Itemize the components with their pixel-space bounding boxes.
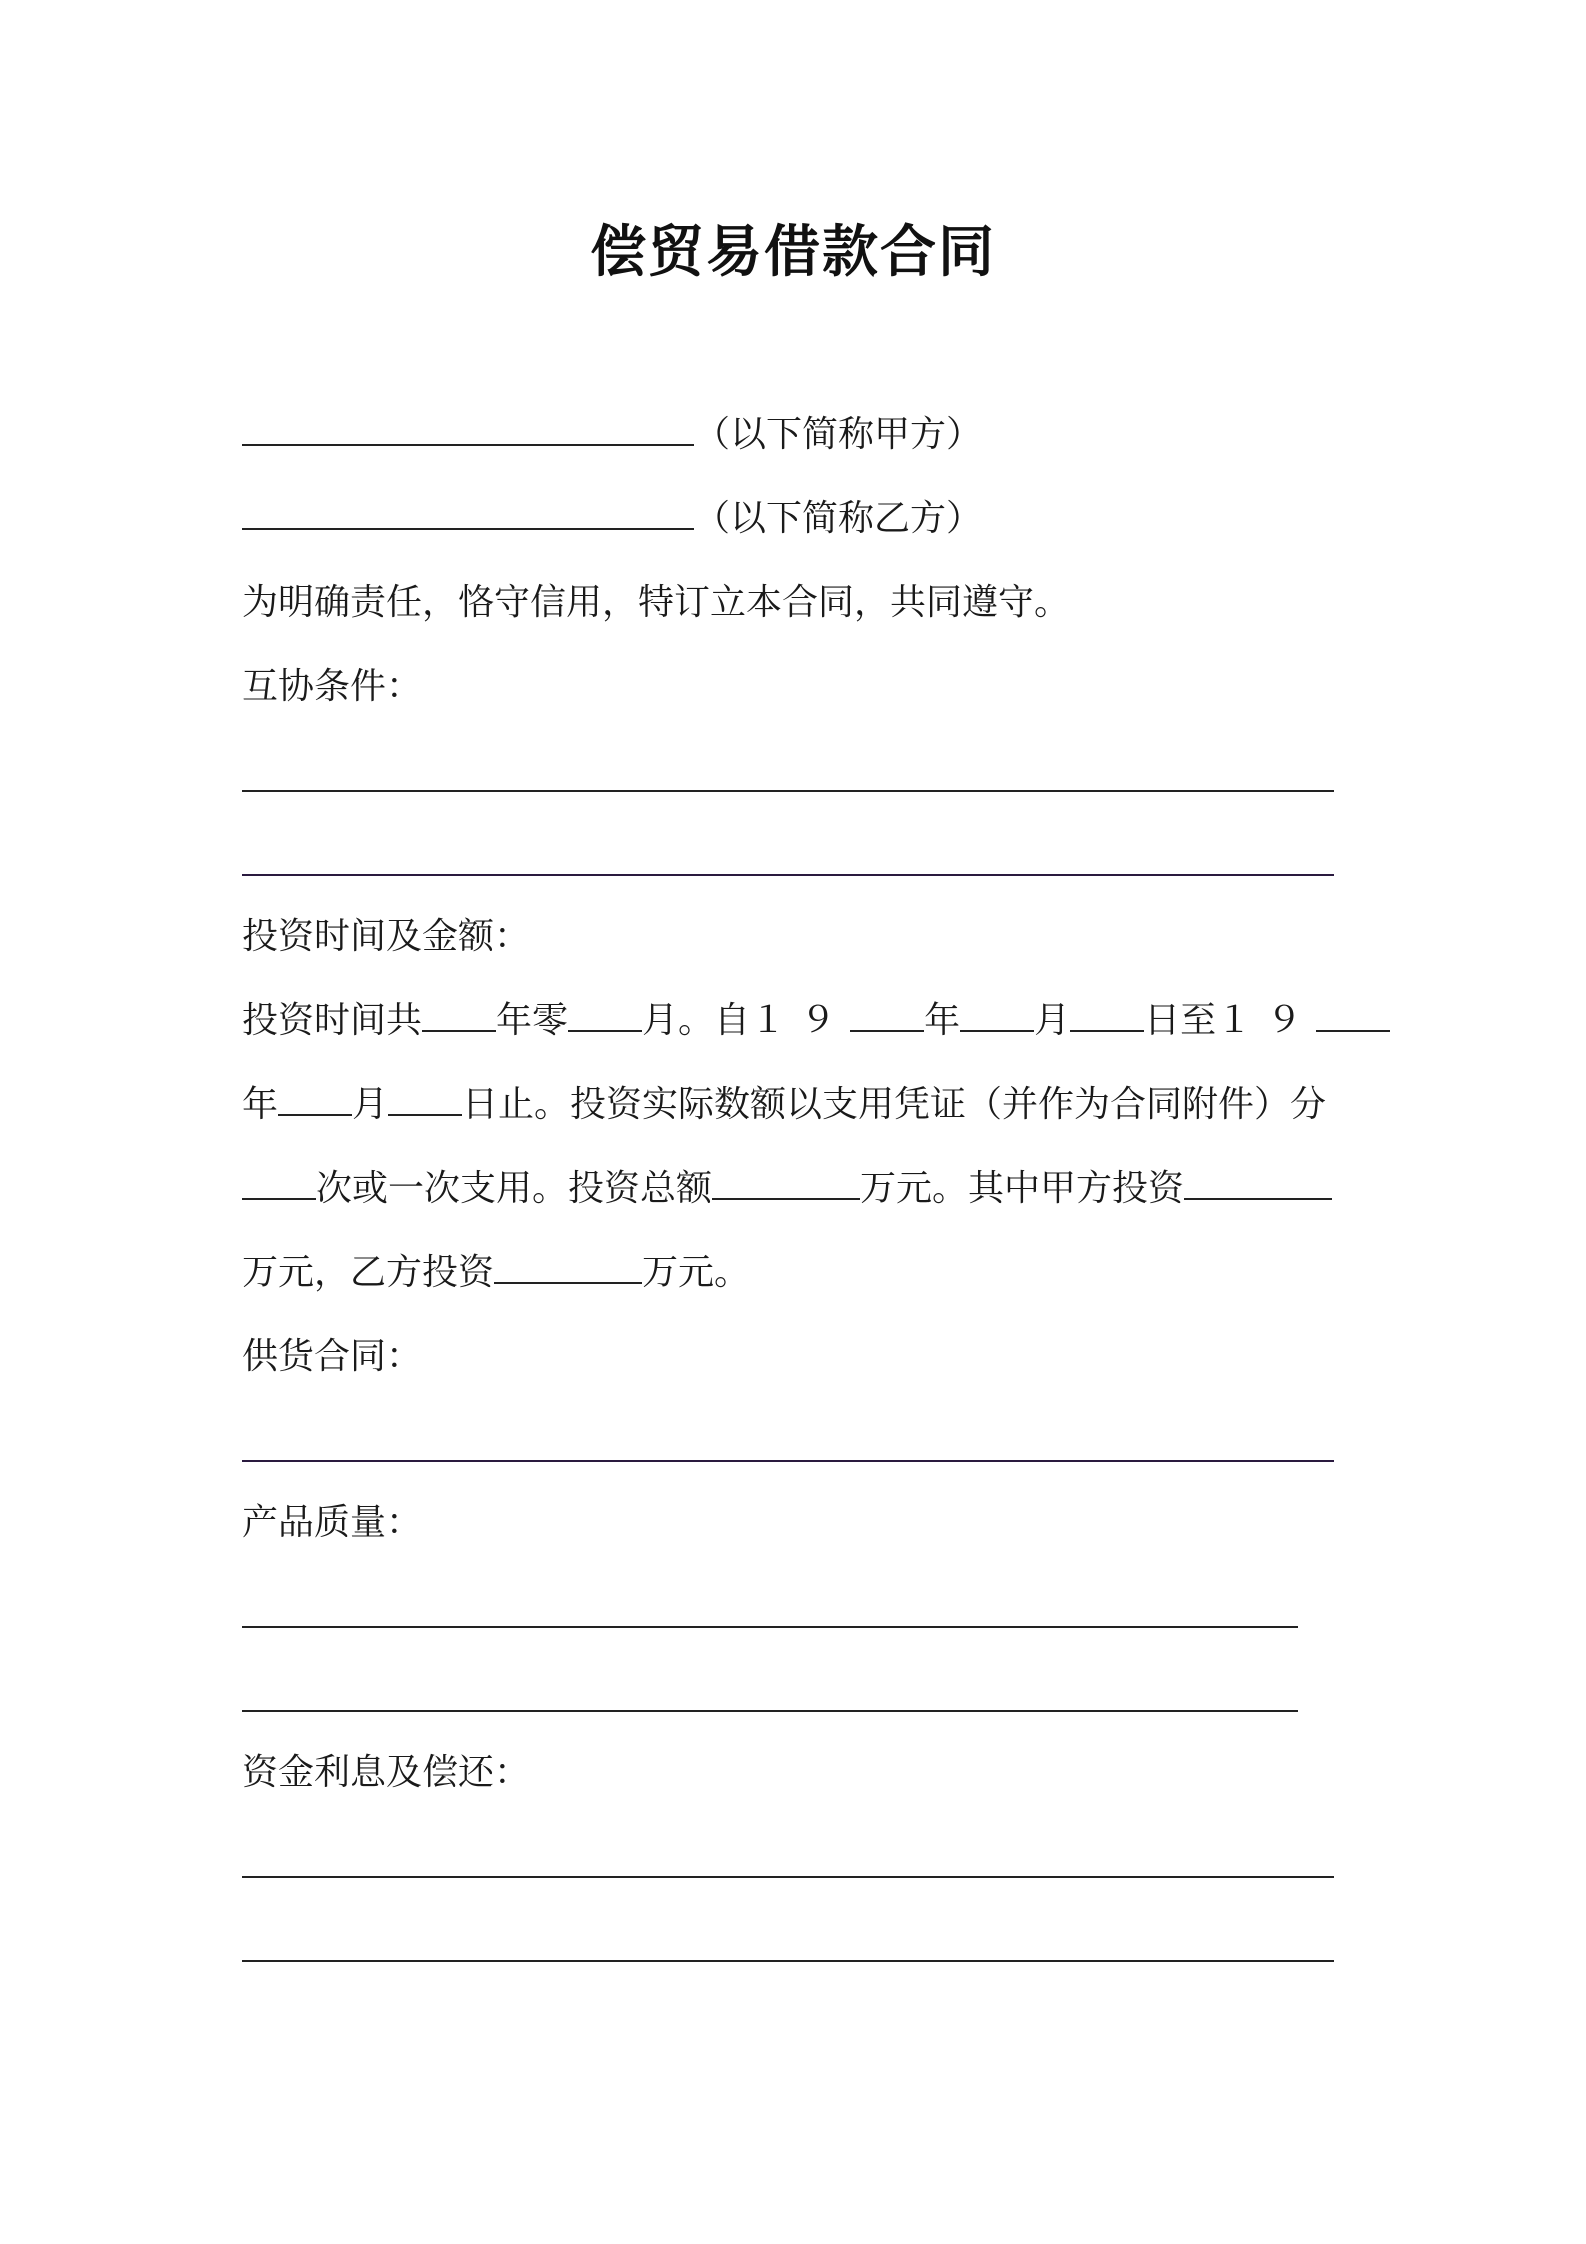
investment-text: 月: [352, 1084, 389, 1125]
quality-blank-line-1[interactable]: [242, 1626, 1298, 1628]
investment-text: 日止。投资实际数额以支用凭证（并作为合同附件）分: [462, 1084, 1327, 1125]
investment-line-1: [242, 996, 1390, 1046]
investment-text: 万元。其中甲方投资: [860, 1168, 1185, 1209]
investment-years-blank[interactable]: [422, 996, 496, 1032]
investment-year-prefix: １９: [1216, 1000, 1317, 1041]
investment-text: 次或一次支用。投资总额: [316, 1168, 713, 1209]
investment-text: 万元。: [642, 1252, 751, 1293]
interest-blank-line-2[interactable]: [242, 1960, 1334, 1962]
installments-blank[interactable]: [242, 1164, 316, 1200]
cooperation-blank-line-2[interactable]: [242, 874, 1334, 876]
investment-year-prefix: １９: [750, 1000, 851, 1041]
investment-text: 年零: [496, 1000, 569, 1041]
party-a-suffix: （以下简称甲方）: [694, 414, 983, 455]
party-b-suffix: （以下简称乙方）: [694, 498, 983, 539]
section-supply-heading: 供货合同：: [242, 1336, 423, 1377]
investment-text: 月: [1034, 1000, 1071, 1041]
investment-text: 年: [242, 1084, 279, 1125]
start-month-blank[interactable]: [960, 996, 1034, 1032]
end-year-blank[interactable]: [1316, 996, 1390, 1032]
preamble: 为明确责任，恪守信用，特订立本合同，共同遵守。: [242, 582, 1071, 623]
party-a-line: [242, 410, 982, 460]
investment-months-blank[interactable]: [568, 996, 642, 1032]
document-title: 偿贸易借款合同: [590, 220, 996, 285]
quality-blank-line-2[interactable]: [242, 1710, 1298, 1712]
party-b-investment-blank[interactable]: [494, 1248, 642, 1284]
end-day-blank[interactable]: [388, 1080, 462, 1116]
party-a-investment-blank[interactable]: [1184, 1164, 1332, 1200]
investment-line-2: [242, 1080, 1326, 1130]
section-interest-heading: 资金利息及偿还：: [242, 1752, 531, 1793]
interest-blank-line-1[interactable]: [242, 1876, 1334, 1878]
start-day-blank[interactable]: [1070, 996, 1144, 1032]
party-a-blank[interactable]: [242, 410, 694, 446]
section-investment-heading: 投资时间及金额：: [242, 916, 531, 957]
investment-line-4: [242, 1248, 750, 1298]
cooperation-blank-line-1[interactable]: [242, 790, 1334, 792]
investment-text: 投资时间共: [242, 1000, 423, 1041]
supply-blank-line[interactable]: [242, 1460, 1334, 1462]
section-cooperation-heading: 互协条件：: [242, 666, 423, 707]
party-b-blank[interactable]: [242, 494, 694, 530]
end-month-blank[interactable]: [278, 1080, 352, 1116]
start-year-blank[interactable]: [850, 996, 924, 1032]
investment-text: 年: [924, 1000, 961, 1041]
investment-text: 万元，乙方投资: [242, 1252, 495, 1293]
party-b-line: [242, 494, 982, 544]
investment-text: 月。自: [642, 1000, 751, 1041]
investment-text: 日至: [1144, 1000, 1217, 1041]
section-quality-heading: 产品质量：: [242, 1502, 423, 1543]
investment-line-3: [242, 1164, 1332, 1214]
total-investment-blank[interactable]: [712, 1164, 860, 1200]
